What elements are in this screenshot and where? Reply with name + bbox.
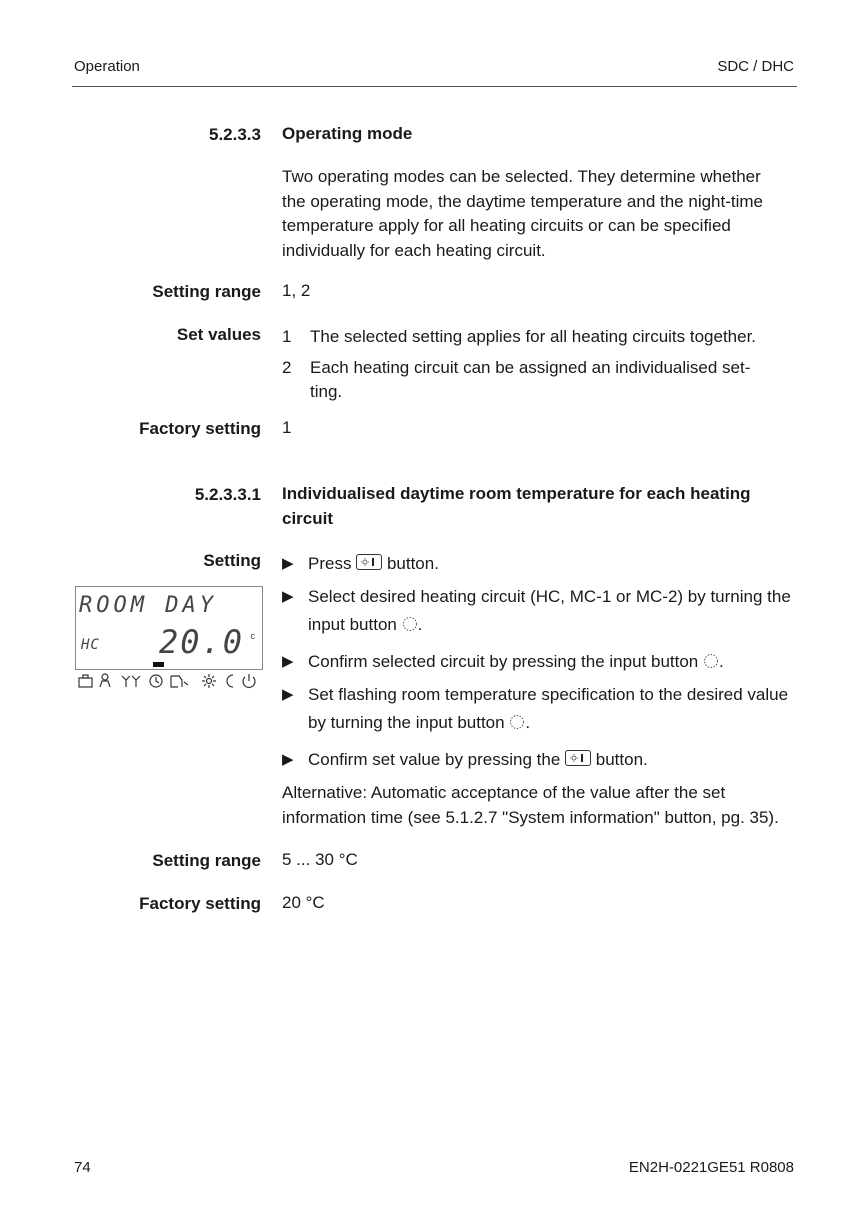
bullet-arrow-icon: ▶: [282, 555, 294, 572]
lcd-cursor-bar: [153, 662, 164, 667]
subsection-title: Individualised daytime room temperature for each heating circuit: [282, 484, 751, 528]
set-value-item: [282, 325, 782, 350]
section-description: Two operating modes can be selected. They determine whether the operating mode, the daytime temperature and the night-time temperature apply for all heating circuits or can be specified individually for each heating circuit.: [282, 167, 764, 260]
lcd-value: 20.0: [158, 623, 244, 661]
system-info-button-icon: [356, 554, 382, 570]
moon-icon: [227, 675, 233, 687]
input-knob-icon: [402, 616, 418, 632]
section-number: 5.2.3.3: [209, 125, 261, 144]
step-item: [282, 681, 794, 737]
subsection-number: 5.2.3.3.1: [194, 485, 261, 504]
page-number: 74: [74, 1159, 91, 1176]
document-id: EN2H-0221GE51 R0808: [628, 1159, 794, 1176]
person-icon: [100, 674, 110, 687]
step-item: [282, 583, 794, 639]
alternative-note: Alternative: Automatic acceptance of the value after the set information time (see 5.1.2.7 "System information" button, pg. 35).: [282, 783, 779, 827]
step-text: Confirm set value by pressing the button.: [308, 750, 648, 769]
step-text: Confirm selected circuit by pressing the input button .: [308, 652, 724, 671]
briefcase-icon: [79, 675, 92, 687]
factory-setting-value: 1: [282, 418, 292, 437]
system-info-button-icon: [565, 750, 591, 766]
step-item: [282, 550, 794, 578]
set-values-label: Set values: [176, 325, 261, 344]
input-knob-icon: [509, 714, 525, 730]
input-knob-icon: [703, 653, 719, 669]
clock-icon: [150, 675, 162, 687]
setting-range-label-2: Setting range: [152, 851, 261, 870]
step-text: Select desired heating circuit (HC, MC-1 or MC-2) by turning the input button .: [308, 587, 791, 634]
bullet-arrow-icon: ▶: [282, 751, 294, 768]
lcd-circuit: HC: [81, 637, 100, 653]
page-header-right: SDC / DHC: [717, 58, 794, 75]
party-glasses-icon: [122, 676, 140, 687]
section-title: Operating mode: [282, 124, 413, 143]
step-text: Press button.: [308, 554, 439, 573]
setting-range-label: Setting range: [152, 282, 261, 301]
setting-label: Setting: [203, 551, 261, 570]
set-value-text: Each heating circuit can be assigned an individualised set-ting.: [310, 357, 751, 401]
factory-setting-value-2: 20 °C: [282, 893, 325, 912]
header-rule: [72, 86, 797, 87]
setting-range-value: 1, 2: [282, 281, 311, 300]
bullet-arrow-icon: ▶: [282, 686, 294, 703]
lcd-line1: ROOM DAY: [79, 593, 217, 618]
setting-range-value-2: 5 ... 30 °C: [282, 850, 358, 869]
set-value-number: 2: [282, 357, 292, 377]
set-value-number: 1: [282, 327, 292, 346]
power-icon: [243, 674, 255, 687]
factory-setting-label: Factory setting: [139, 419, 261, 438]
sun-icon: [202, 674, 216, 688]
lcd-mode-icons: [78, 672, 262, 690]
page-header-left: Operation: [74, 58, 140, 75]
set-values-list: [282, 325, 782, 411]
step-item: [282, 746, 794, 774]
set-value-item: [282, 356, 782, 405]
bullet-arrow-icon: ▶: [282, 653, 294, 670]
set-value-text: The selected setting applies for all heating circuits together.: [310, 327, 757, 346]
step-text: Set flashing room temperature specification to the desired value by turning the input button .: [308, 685, 789, 732]
shower-tap-icon: [171, 676, 188, 687]
factory-setting-label-2: Factory setting: [139, 894, 261, 913]
lcd-unit: c: [250, 631, 255, 641]
lcd-display: [75, 586, 263, 670]
step-item: [282, 648, 794, 676]
bullet-arrow-icon: ▶: [282, 588, 294, 605]
